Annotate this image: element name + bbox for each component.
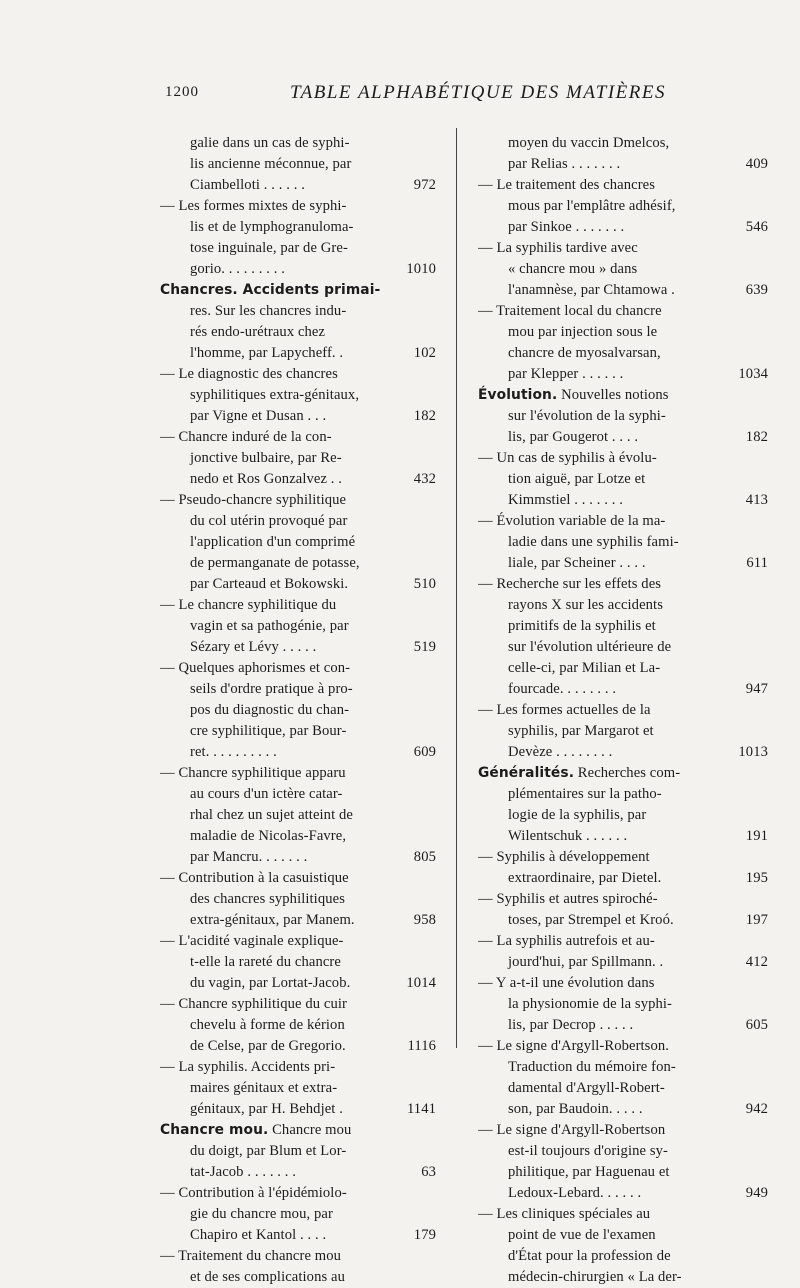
index-entry-text: par Klepper . . . . . . bbox=[508, 366, 624, 382]
index-entry-text: sur l'évolution de la syphi- bbox=[508, 408, 666, 424]
index-line bbox=[160, 448, 436, 469]
index-entry-text: — Le traitement des chancres bbox=[478, 177, 656, 193]
page-reference: 805 bbox=[410, 847, 436, 868]
index-line bbox=[478, 721, 768, 742]
column-divider bbox=[456, 128, 457, 1048]
index-line bbox=[478, 1162, 768, 1183]
index-line bbox=[160, 343, 436, 364]
page-reference: 197 bbox=[742, 910, 768, 931]
index-entry-text: point de vue de l'examen bbox=[508, 1227, 656, 1243]
index-line bbox=[478, 343, 768, 364]
index-line bbox=[478, 385, 768, 406]
index-line bbox=[160, 364, 436, 385]
index-entry-text: — Le chancre syphilitique du bbox=[160, 597, 337, 613]
page-reference: 609 bbox=[410, 742, 436, 763]
index-line bbox=[160, 322, 436, 343]
right-column bbox=[478, 133, 768, 1288]
index-entry-text: Wilentschuk . . . . . . bbox=[508, 828, 628, 844]
index-line bbox=[160, 427, 436, 448]
index-line bbox=[478, 637, 768, 658]
page-number: 1200 bbox=[165, 84, 199, 100]
index-entry-text: Chancre mou. Chancre mou bbox=[160, 1122, 352, 1138]
page-reference: 102 bbox=[410, 343, 436, 364]
index-line bbox=[478, 1204, 768, 1225]
index-entry-text: res. Sur les chancres indu- bbox=[190, 303, 347, 319]
index-entry-text: — Les formes mixtes de syphi- bbox=[160, 198, 347, 214]
index-entry-text bbox=[160, 282, 380, 298]
index-line bbox=[160, 511, 436, 532]
index-entry-text: rayons X sur les accidents bbox=[508, 597, 663, 613]
page-reference: 639 bbox=[742, 280, 768, 301]
index-entry-text: Traduction du mémoire fon- bbox=[508, 1059, 676, 1075]
index-line bbox=[478, 784, 768, 805]
index-line bbox=[478, 154, 768, 175]
index-entry-text: logie de la syphilis, par bbox=[508, 807, 647, 823]
index-line bbox=[160, 553, 436, 574]
index-entry-text: — Un cas de syphilis à évolu- bbox=[478, 450, 657, 466]
index-entry-text: philitique, par Haguenau et bbox=[508, 1164, 670, 1180]
index-entry-text: mous par l'emplâtre adhésif, bbox=[508, 198, 676, 214]
index-entry-text: maladie de Nicolas-Favre, bbox=[190, 828, 347, 844]
page-reference: 972 bbox=[410, 175, 436, 196]
index-entry-text: — Recherche sur les effets des bbox=[478, 576, 662, 592]
index-line bbox=[478, 238, 768, 259]
index-entry-text: — Chancre syphilitique du cuir bbox=[160, 996, 348, 1012]
index-entry-text: galie dans un cas de syphi- bbox=[190, 135, 350, 151]
index-entry-text: vagin et sa pathogénie, par bbox=[190, 618, 349, 634]
index-entry-text: chevelu à forme de kérion bbox=[190, 1017, 345, 1033]
index-entry-text: — Le signe d'Argyll-Robertson. bbox=[478, 1038, 670, 1054]
index-entry-text: — Syphilis à développement bbox=[478, 849, 650, 865]
index-entry-text: — Contribution à la casuistique bbox=[160, 870, 349, 886]
index-entry-text: — Pseudo-chancre syphilitique bbox=[160, 492, 347, 508]
index-entry-text: liale, par Scheiner . . . . bbox=[508, 555, 646, 571]
index-line bbox=[478, 742, 768, 763]
index-line bbox=[478, 1036, 768, 1057]
page-reference: 947 bbox=[742, 679, 768, 700]
index-entry-text: tose inguinale, par de Gre- bbox=[190, 240, 348, 256]
index-line bbox=[478, 679, 768, 700]
page-reference: 949 bbox=[742, 1183, 768, 1204]
index-line bbox=[160, 658, 436, 679]
index-entry-text: — La syphilis. Accidents pri- bbox=[160, 1059, 336, 1075]
index-entry-text: Devèze . . . . . . . . bbox=[508, 744, 613, 760]
index-entry-text: — Chancre syphilitique apparu bbox=[160, 765, 346, 781]
index-line bbox=[160, 1267, 436, 1288]
index-line bbox=[160, 826, 436, 847]
index-entry-text: chancre de myosalvarsan, bbox=[508, 345, 661, 361]
index-entry-text: maires génitaux et extra- bbox=[190, 1080, 338, 1096]
index-entry-text: « chancre mou » dans bbox=[508, 261, 638, 277]
index-entry-text: l'anamnèse, par Chtamowa . bbox=[508, 282, 675, 298]
index-line bbox=[478, 364, 768, 385]
index-line bbox=[160, 574, 436, 595]
index-entry-text: lis ancienne méconnue, par bbox=[190, 156, 352, 172]
index-line bbox=[160, 301, 436, 322]
index-line bbox=[478, 1120, 768, 1141]
index-entry-text: de permanganate de potasse, bbox=[190, 555, 360, 571]
index-keyword: Chancre mou. bbox=[160, 1122, 269, 1138]
index-entry-text: lis, par Decrop . . . . . bbox=[508, 1017, 634, 1033]
index-entry-text: médecin-chirurgien « La der- bbox=[508, 1269, 682, 1285]
index-line bbox=[160, 721, 436, 742]
index-entry-text: — Y a-t-il une évolution dans bbox=[478, 975, 655, 991]
index-line bbox=[478, 952, 768, 973]
index-line bbox=[478, 1057, 768, 1078]
index-line bbox=[478, 511, 768, 532]
index-entry-text: — Traitement du chancre mou bbox=[160, 1248, 342, 1264]
index-line bbox=[478, 763, 768, 784]
index-line bbox=[478, 280, 768, 301]
index-line bbox=[160, 133, 436, 154]
index-entry-text: ladie dans une syphilis fami- bbox=[508, 534, 679, 550]
index-keyword: Généralités. bbox=[478, 765, 575, 781]
index-entry-text: syphilitiques extra-génitaux, bbox=[190, 387, 360, 403]
index-entry-text: celle-ci, par Milian et La- bbox=[508, 660, 661, 676]
index-entry-text: t-elle la rareté du chancre bbox=[190, 954, 341, 970]
index-entry-text: — Le diagnostic des chancres bbox=[160, 366, 338, 382]
index-entry-text: rhal chez un sujet atteint de bbox=[190, 807, 353, 823]
index-entry-text: Chapiro et Kantol . . . . bbox=[190, 1227, 327, 1243]
index-line bbox=[478, 1267, 768, 1288]
index-entry-text: moyen du vaccin Dmelcos, bbox=[508, 135, 670, 151]
index-entry-text: — Traitement local du chancre bbox=[478, 303, 662, 319]
index-entry-text: par Sinkoe . . . . . . . bbox=[508, 219, 625, 235]
index-entry-text: et de ses complications au bbox=[190, 1269, 345, 1285]
index-line bbox=[478, 490, 768, 511]
index-entry-text: cre syphilitique, par Bour- bbox=[190, 723, 347, 739]
index-entry-text: jonctive bulbaire, par Re- bbox=[190, 450, 342, 466]
index-entry-text: — Contribution à l'épidémiolo- bbox=[160, 1185, 347, 1201]
page-reference: 412 bbox=[742, 952, 768, 973]
index-entry-text: par Vigne et Dusan . . . bbox=[190, 408, 327, 424]
index-line bbox=[160, 1162, 436, 1183]
page-reference: 942 bbox=[742, 1099, 768, 1120]
index-line bbox=[478, 805, 768, 826]
index-entry-text: tion aiguë, par Lotze et bbox=[508, 471, 646, 487]
index-line bbox=[160, 532, 436, 553]
page-reference: 413 bbox=[742, 490, 768, 511]
index-entry-text: par Carteaud et Bokowski. bbox=[190, 576, 349, 592]
index-line bbox=[478, 910, 768, 931]
index-entry-text: extraordinaire, par Dietel. bbox=[508, 870, 662, 886]
index-line bbox=[160, 1246, 436, 1267]
index-entry-text: Kimmstiel . . . . . . . bbox=[508, 492, 623, 508]
index-entry-text: — Syphilis et autres spiroché- bbox=[478, 891, 658, 907]
page-reference: 510 bbox=[410, 574, 436, 595]
index-line bbox=[478, 700, 768, 721]
page-reference: 179 bbox=[410, 1225, 436, 1246]
index-line bbox=[478, 595, 768, 616]
page-reference: 1141 bbox=[403, 1099, 436, 1120]
index-line bbox=[478, 1225, 768, 1246]
index-entry-text: — Les formes actuelles de la bbox=[478, 702, 651, 718]
page-reference: 958 bbox=[410, 910, 436, 931]
index-line bbox=[160, 406, 436, 427]
index-line bbox=[478, 175, 768, 196]
index-line bbox=[160, 700, 436, 721]
index-line bbox=[478, 826, 768, 847]
index-line bbox=[160, 763, 436, 784]
index-line bbox=[478, 1078, 768, 1099]
index-line bbox=[478, 1183, 768, 1204]
index-entry-text: Évolution. Nouvelles notions bbox=[478, 387, 669, 403]
index-line bbox=[478, 259, 768, 280]
index-line bbox=[478, 994, 768, 1015]
index-entry-text: génitaux, par H. Behdjet . bbox=[190, 1101, 343, 1117]
index-line bbox=[160, 1015, 436, 1036]
page-reference: 1013 bbox=[734, 742, 768, 763]
index-line bbox=[478, 196, 768, 217]
index-line bbox=[478, 427, 768, 448]
index-line bbox=[478, 532, 768, 553]
index-entry-text: fourcade. . . . . . . . bbox=[508, 681, 617, 697]
index-entry-text: des chancres syphilitiques bbox=[190, 891, 345, 907]
index-entry-text: par Relias . . . . . . . bbox=[508, 156, 621, 172]
index-entry-text: par Mancru. . . . . . . bbox=[190, 849, 308, 865]
index-line bbox=[160, 616, 436, 637]
index-entry-text: gorio. . . . . . . . . bbox=[190, 261, 286, 277]
index-line bbox=[160, 679, 436, 700]
index-entry-text: du doigt, par Blum et Lor- bbox=[190, 1143, 347, 1159]
index-line bbox=[160, 994, 436, 1015]
page-reference: 519 bbox=[410, 637, 436, 658]
index-entry-text: au cours d'un ictère catar- bbox=[190, 786, 343, 802]
index-entry-text: pos du diagnostic du chan- bbox=[190, 702, 350, 718]
index-line bbox=[160, 175, 436, 196]
index-line bbox=[160, 238, 436, 259]
index-entry-text: Ciambelloti . . . . . . bbox=[190, 177, 305, 193]
index-entry-text: tat-Jacob . . . . . . . bbox=[190, 1164, 297, 1180]
page-reference: 182 bbox=[742, 427, 768, 448]
index-line bbox=[160, 595, 436, 616]
index-entry-text: de Celse, par de Gregorio. bbox=[190, 1038, 346, 1054]
index-entry-text: Ledoux-Lebard. . . . . . bbox=[508, 1185, 642, 1201]
index-line bbox=[478, 868, 768, 889]
index-entry-text: l'application d'un comprimé bbox=[190, 534, 356, 550]
index-entry-text: Sézary et Lévy . . . . . bbox=[190, 639, 317, 655]
index-line bbox=[478, 1246, 768, 1267]
index-line bbox=[478, 616, 768, 637]
index-line bbox=[160, 280, 436, 301]
index-line bbox=[478, 217, 768, 238]
page-reference: 409 bbox=[742, 154, 768, 175]
index-line bbox=[478, 133, 768, 154]
running-title: TABLE ALPHABÉTIQUE DES MATIÈRES bbox=[290, 82, 666, 103]
index-line bbox=[160, 490, 436, 511]
index-line bbox=[478, 658, 768, 679]
index-line bbox=[160, 973, 436, 994]
index-line bbox=[478, 973, 768, 994]
index-line bbox=[478, 301, 768, 322]
index-line bbox=[160, 742, 436, 763]
index-entry-text: — La syphilis autrefois et au- bbox=[478, 933, 655, 949]
index-line bbox=[478, 322, 768, 343]
index-line bbox=[160, 1141, 436, 1162]
index-entry-text: son, par Baudoin. . . . . bbox=[508, 1101, 643, 1117]
page-reference: 191 bbox=[742, 826, 768, 847]
index-entry-text: du col utérin provoqué par bbox=[190, 513, 348, 529]
index-line bbox=[160, 637, 436, 658]
index-entry-text: est-il toujours d'origine sy- bbox=[508, 1143, 668, 1159]
index-entry-text: d'État pour la profession de bbox=[508, 1248, 671, 1264]
index-line bbox=[478, 448, 768, 469]
index-keyword: Évolution. bbox=[478, 387, 558, 403]
index-entry-text: lis et de lymphogranuloma- bbox=[190, 219, 354, 235]
left-column bbox=[160, 133, 436, 1288]
page-reference: 1010 bbox=[402, 259, 436, 280]
index-line bbox=[160, 952, 436, 973]
index-line bbox=[160, 1120, 436, 1141]
index-line bbox=[160, 154, 436, 175]
index-entry-text: du vagin, par Lortat-Jacob. bbox=[190, 975, 351, 991]
index-line bbox=[478, 1099, 768, 1120]
index-entry-text: — La syphilis tardive avec bbox=[478, 240, 638, 256]
index-line bbox=[478, 931, 768, 952]
index-line bbox=[160, 910, 436, 931]
index-entry-text: gie du chancre mou, par bbox=[190, 1206, 333, 1222]
index-entry-text: primitifs de la syphilis et bbox=[508, 618, 656, 634]
page-reference: 546 bbox=[742, 217, 768, 238]
page-reference: 182 bbox=[410, 406, 436, 427]
index-entry-text: lis, par Gougerot . . . . bbox=[508, 429, 639, 445]
page-header bbox=[0, 84, 800, 108]
index-line bbox=[160, 1099, 436, 1120]
index-entry-text: la physionomie de la syphi- bbox=[508, 996, 673, 1012]
page-reference: 1014 bbox=[402, 973, 436, 994]
index-line bbox=[478, 574, 768, 595]
index-line bbox=[160, 784, 436, 805]
index-entry-text: plémentaires sur la patho- bbox=[508, 786, 662, 802]
page-reference: 1116 bbox=[403, 1036, 436, 1057]
index-line bbox=[478, 553, 768, 574]
index-entry-text: — Le signe d'Argyll-Robertson bbox=[478, 1122, 666, 1138]
index-line bbox=[160, 1204, 436, 1225]
index-line bbox=[478, 1141, 768, 1162]
index-entry-text: extra-génitaux, par Manem. bbox=[190, 912, 355, 928]
index-entry-text: — Évolution variable de la ma- bbox=[478, 513, 666, 529]
index-line bbox=[160, 1225, 436, 1246]
index-line bbox=[160, 889, 436, 910]
index-line bbox=[478, 469, 768, 490]
index-entry-text: toses, par Strempel et Kroó. bbox=[508, 912, 674, 928]
index-entry-text: damental d'Argyll-Robert- bbox=[508, 1080, 665, 1096]
index-entry-text: — Quelques aphorismes et con- bbox=[160, 660, 351, 676]
index-entry-text: ret. . . . . . . . . . bbox=[190, 744, 277, 760]
index-entry-text: nedo et Ros Gonzalvez . . bbox=[190, 471, 343, 487]
index-entry-text: seils d'ordre pratique à pro- bbox=[190, 681, 353, 697]
index-line bbox=[160, 931, 436, 952]
index-entry-text: jourd'hui, par Spillmann. . bbox=[508, 954, 664, 970]
index-line bbox=[160, 805, 436, 826]
index-entry-text: rés endo-urétraux chez bbox=[190, 324, 326, 340]
index-line bbox=[160, 868, 436, 889]
index-entry-text: l'homme, par Lapycheff. . bbox=[190, 345, 344, 361]
index-entry-text: — Les cliniques spéciales au bbox=[478, 1206, 651, 1222]
index-entry-text: syphilis, par Margarot et bbox=[508, 723, 654, 739]
index-entry-text: — L'acidité vaginale explique- bbox=[160, 933, 344, 949]
page-reference: 1034 bbox=[734, 364, 768, 385]
index-line bbox=[478, 847, 768, 868]
index-keyword: Chancres. Accidents primai- bbox=[160, 282, 381, 298]
index-entry-text: Généralités. Recherches com- bbox=[478, 765, 681, 781]
index-entry-text: — Chancre induré de la con- bbox=[160, 429, 332, 445]
index-line bbox=[160, 196, 436, 217]
index-line bbox=[160, 847, 436, 868]
page-reference: 432 bbox=[410, 469, 436, 490]
page-reference: 195 bbox=[742, 868, 768, 889]
index-entry-text: mou par injection sous le bbox=[508, 324, 658, 340]
index-line bbox=[160, 469, 436, 490]
index-line bbox=[160, 1183, 436, 1204]
index-line bbox=[478, 1015, 768, 1036]
index-line bbox=[160, 385, 436, 406]
index-line bbox=[160, 259, 436, 280]
index-line bbox=[160, 1036, 436, 1057]
index-line bbox=[478, 889, 768, 910]
page-reference: 605 bbox=[742, 1015, 768, 1036]
index-line bbox=[478, 406, 768, 427]
page-reference: 611 bbox=[742, 553, 768, 574]
index-entry-text: sur l'évolution ultérieure de bbox=[508, 639, 672, 655]
index-line bbox=[160, 217, 436, 238]
page-reference: 63 bbox=[417, 1162, 436, 1183]
index-line bbox=[160, 1078, 436, 1099]
index-line bbox=[160, 1057, 436, 1078]
